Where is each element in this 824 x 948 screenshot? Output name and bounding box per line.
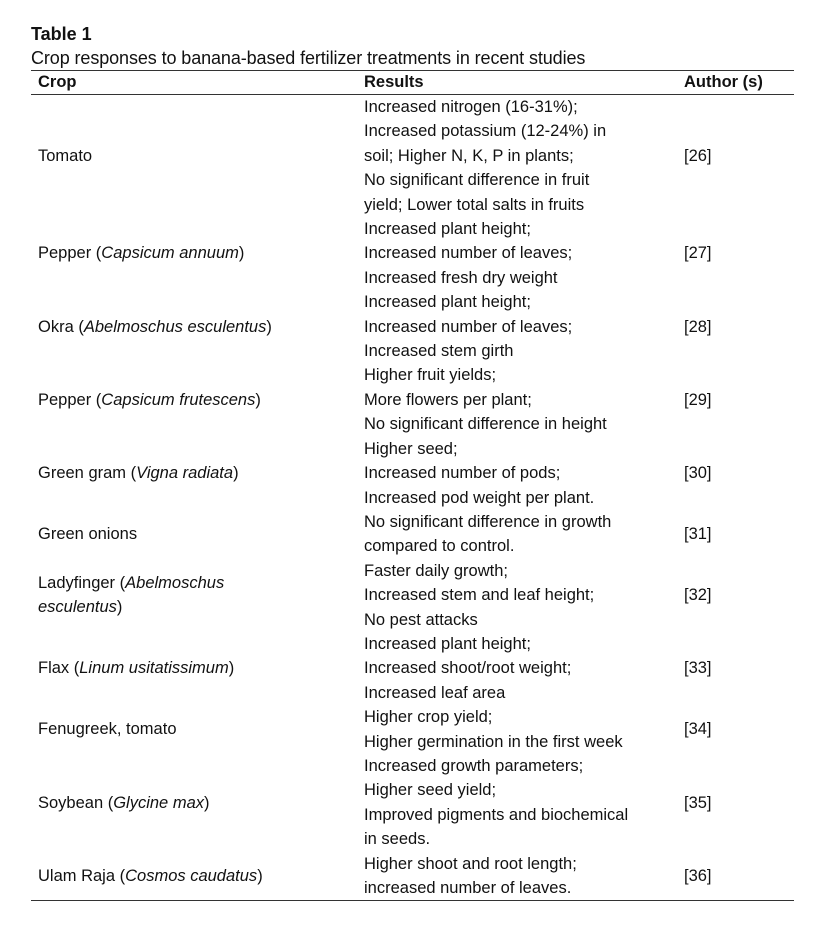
reference-cell: [31] — [684, 525, 712, 544]
crop-name: Flax ( — [38, 659, 80, 678]
crop-name: Ladyfinger ( — [38, 573, 126, 592]
reference-cell: [34] — [684, 720, 712, 739]
result-line: Increased plant height; — [364, 220, 531, 239]
header-authors: Author (s) — [682, 71, 794, 95]
crop-cell — [31, 705, 364, 754]
results-cell — [364, 437, 682, 510]
result-line: Higher seed yield; — [364, 781, 497, 800]
header-row — [31, 71, 794, 95]
crop-name: Green onions — [38, 525, 138, 544]
crop-scientific-name: Cosmos caudatus — [125, 866, 258, 885]
crop-cell — [31, 95, 364, 218]
crop-scientific-name: Glycine max — [113, 793, 204, 812]
result-line: Higher germination in the first week — [364, 732, 623, 751]
reference-cell: [29] — [684, 390, 712, 409]
table-row — [31, 754, 794, 852]
header-results: Results — [364, 71, 682, 95]
table-row — [31, 705, 794, 754]
crop-name-suffix: ) — [204, 793, 210, 812]
result-line: Increased potassium (12-24%) in — [364, 122, 607, 141]
result-line: Increased plant height; — [364, 293, 531, 312]
result-line: Increased nitrogen (16-31%); — [364, 98, 578, 116]
crop-scientific-name: Vigna radiata — [136, 464, 234, 483]
results-cell — [364, 217, 682, 290]
table-row — [31, 852, 794, 901]
crop-name: Tomato — [38, 146, 93, 165]
table-row — [31, 632, 794, 705]
crop-name: Okra ( — [38, 317, 84, 336]
crop-name-suffix: ) — [233, 464, 239, 483]
crop-scientific-name: Capsicum annuum — [101, 244, 239, 263]
results-cell — [364, 559, 682, 632]
table-row — [31, 437, 794, 510]
results-cell — [364, 705, 682, 754]
crop-cell — [31, 290, 364, 363]
crop-name: Pepper ( — [38, 390, 102, 409]
results-cell — [364, 852, 682, 901]
crop-cell — [31, 217, 364, 290]
result-line: No pest attacks — [364, 610, 478, 629]
result-line: Higher fruit yields; — [364, 366, 497, 385]
crop-name-suffix: ) — [255, 390, 261, 409]
result-line: Improved pigments and biochemical — [364, 805, 629, 824]
result-line: Increased plant height; — [364, 634, 531, 653]
result-line: Increased growth parameters; — [364, 756, 584, 775]
crop-cell — [31, 363, 364, 436]
crop-cell — [31, 510, 364, 559]
result-line: increased number of leaves. — [364, 879, 572, 897]
result-line: Increased stem and leaf height; — [364, 586, 595, 605]
crop-name-suffix: ) — [116, 598, 123, 617]
table-caption: Crop responses to banana-based fertilizer treatments in recent studies — [31, 48, 586, 68]
result-line: Increased stem girth — [364, 342, 514, 361]
result-line: Increased pod weight per plant. — [364, 488, 595, 507]
result-line: More flowers per plant; — [364, 390, 532, 409]
results-cell — [364, 290, 682, 363]
header-crop: Crop — [31, 71, 364, 95]
crop-name: Pepper ( — [38, 244, 102, 263]
crop-cell — [31, 559, 364, 632]
result-line: soil; Higher N, K, P in plants; — [364, 146, 574, 165]
result-line: Increased number of leaves; — [364, 317, 573, 336]
table-row — [31, 363, 794, 436]
reference-cell: [30] — [684, 464, 712, 483]
crop-scientific-name: Linum usitatissimum — [79, 659, 229, 678]
crop-scientific-name: esculentus — [38, 598, 117, 617]
reference-cell: [35] — [684, 793, 712, 812]
result-line: No significant difference in growth — [364, 512, 612, 531]
crop-name: Ulam Raja ( — [38, 866, 126, 885]
crop-name: Green gram ( — [38, 464, 137, 483]
results-cell — [364, 95, 682, 218]
reference-cell: [26] — [684, 146, 712, 165]
result-line: yield; Lower total salts in fruits — [364, 195, 585, 214]
crop-cell — [31, 754, 364, 852]
result-line: Increased leaf area — [364, 683, 506, 702]
table-row — [31, 217, 794, 290]
results-cell — [364, 510, 682, 559]
crop-name: Soybean ( — [38, 793, 114, 812]
result-line: Increased fresh dry weight — [364, 268, 558, 287]
crop-cell — [31, 437, 364, 510]
result-line: Increased number of leaves; — [364, 244, 573, 263]
results-cell — [364, 363, 682, 436]
result-line: No significant difference in height — [364, 415, 607, 434]
crop-scientific-name: Capsicum frutescens — [101, 390, 256, 409]
reference-cell: [27] — [684, 244, 712, 263]
result-line: compared to control. — [364, 537, 515, 556]
reference-cell: [36] — [682, 852, 794, 901]
result-line: No significant difference in fruit — [364, 171, 590, 190]
crop-name: Fenugreek, tomato — [38, 720, 177, 739]
table-row — [31, 95, 794, 218]
result-line: Increased number of pods; — [364, 464, 561, 483]
table-document — [31, 22, 794, 901]
table-body — [31, 95, 794, 901]
reference-cell: [28] — [684, 317, 712, 336]
reference-cell: [32] — [684, 586, 712, 605]
table-row — [31, 510, 794, 559]
crop-response-table — [31, 70, 794, 901]
reference-cell: [33] — [684, 659, 712, 678]
crop-scientific-name: Abelmoschus — [125, 573, 225, 592]
crop-name-suffix: ) — [257, 866, 263, 885]
table-row — [31, 559, 794, 632]
table-label: Table 1 — [31, 24, 92, 44]
results-cell — [364, 632, 682, 705]
results-cell — [364, 754, 682, 852]
result-line: Faster daily growth; — [364, 561, 508, 580]
crop-scientific-name: Abelmoschus esculentus — [83, 317, 267, 336]
result-line: Higher seed; — [364, 439, 458, 458]
result-line: Higher shoot and root length; — [364, 854, 577, 873]
crop-cell — [31, 852, 364, 901]
result-line: in seeds. — [364, 830, 431, 849]
crop-name-suffix: ) — [266, 317, 272, 336]
result-line: Increased shoot/root weight; — [364, 659, 572, 678]
crop-name-suffix: ) — [238, 244, 245, 263]
table-row — [31, 290, 794, 363]
crop-name-suffix: ) — [228, 659, 235, 678]
crop-cell — [31, 632, 364, 705]
result-line: Higher crop yield; — [364, 708, 493, 727]
